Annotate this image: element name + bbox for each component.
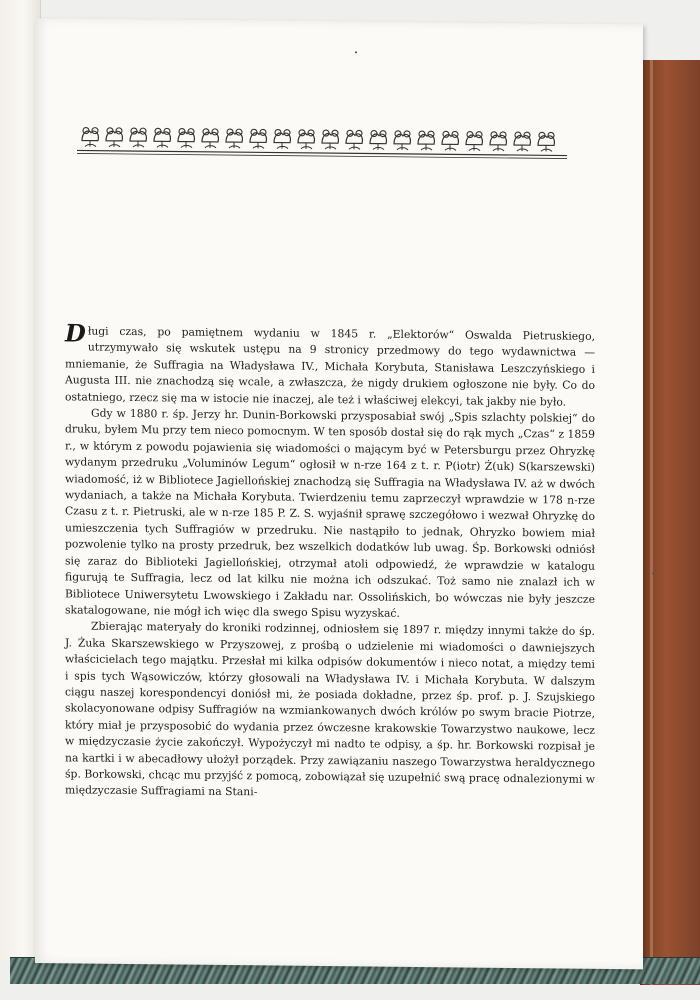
ornament-icon [77,118,567,163]
paragraph: Gdy w 1880 r. śp. Jerzy hr. Dunin-Borkowski przysposabiał swój „Spis szlachty polskiej“ do druku, byłem Mu przy tem nieco pomocnym. W ten sposób dostał się do rąk mych „Czas“ z 1859 r., w którym z powodu pojawienia się wiadomości o mającym być w Petersburgu przez Ohryzkę wydanym przedruku „Voluminów Legum“ ogłosił w n-rze 164 z t. r. P(iotr) Ż(uk) S(karszewski) wiadomość, iż w Bibliotece Jagiellońskiej znachodzą się Suffragia na Władysława IV. aż w dwóch wydaniach, a także na Michała Korybuta. Twierdzeniu temu zaprzeczył wprawdzie w 178 n-rze Czasu z t. r. Pietruski, ale w n-rze 185 P. Z. S. wyjaśnił sprawę szczegółowo i wezwał Ohryzkę do umieszczenia tych Suffragiów w przedruku. Nie nastąpiło to jednak, Ohryzko bowiem miał pozwolenie tylko na prosty przedruk, bez wszelkich dodatków lub uwag. Śp. Borkowski odniósł się zaraz do Biblioteki Jagiellońskiej, otrzymał atoli odpowiedź, że wprawdzie w katalogu figurują te Suffragia, lecz od lat kilku nie można ich odszukać. Toż samo nie znalazł ich w Bibliotece Uniwersytetu Lwowskiego i Zakładu nar. Ossolińskich, bo wówczas nie były jeszcze skatalogowane, nie mógł ich więc dla swego Spisu wyzyskać. [65,406,595,620]
body-text [65,318,595,804]
paragraph [65,318,595,411]
book-page [35,18,643,969]
page-speck [355,51,357,53]
page-speck [652,572,654,574]
floral-ornament-band [77,118,567,163]
paragraph: Zbierając materyały do kroniki rodzinnej, odniosłem się 1897 r. między innymi także do śp. J. Żuka Skarszewskiego w Przyszowej, z prośbą o udzielenie mi wiadomości o dawniejszych właścicielach tego majątku. Przesłał mi kilka odpisów dokumentów i nieco notat, a między temi i spis tych Wąsowiczów, którzy głosowali na Władysława IV. i Michała Korybuta. W dalszym ciągu naszej korespondencyi doniósł mi, że posiada dokładne, przez śp. prof. p. J. Szujskiego skolacyonowane odpisy Suffragiów na wzmiankowanych dwóch królów po swym bracie Piotrze, który miał je przysposobić do wydania przez ówczesne krakowskie Towarzystwo naukowe, lecz w międzyczasie życie zakończył. Wypożyczył mi nadto te odpisy, a śp. hr. Borkowski rozpisał je na kartki i w abecadłowy ułożył porządek. Przy zawiązaniu naszego Towarzystwa heraldycznego śp. Borkowski, chcąc mu przyjść z pomocą, zobowiązał się uzupełnić swą pracę odnalezionymi w międzyczasie Suffragiami na Stani- [65,619,595,799]
paragraph-text: ługi czas, po pamiętnem wydaniu w 1845 r. „Elektorów“ Oswalda Pietruskiego, utrzymywało się wskutek ustępu na 9 stronicy przedmowy do tego wydawnictwa — mniemanie, że Suffragia na Władysława IV., Michała Korybuta, Stanisława Leszczyńskiego i Augusta III. nie znachodzą się wcale, a zwłaszcza, że nigdy drukiem ogłoszone nie były. Co do ostatniego, rzecz się ma w istocie nie inaczej, ale też i właściwej elekcyi, tak jakby nie było. [65,324,595,409]
drop-cap: D [65,318,86,348]
book-cover-edge [640,60,700,985]
